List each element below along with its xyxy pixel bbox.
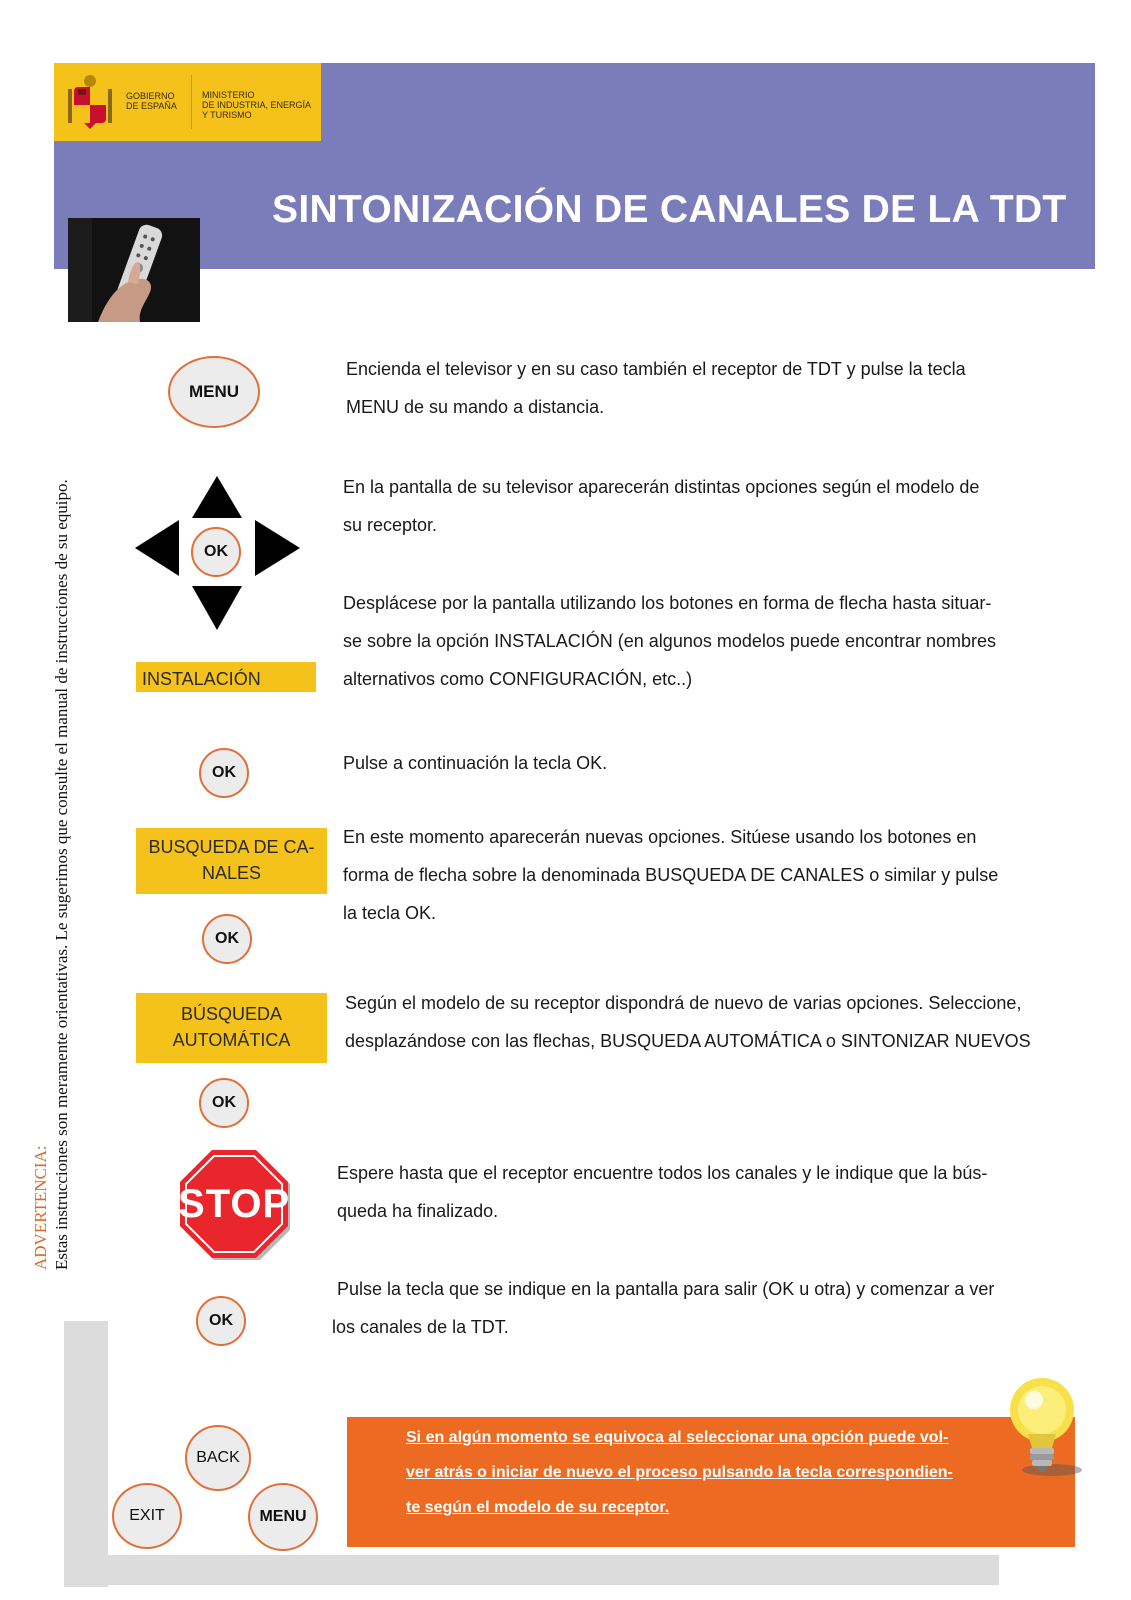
step6-line1: Según el modelo de su receptor dispondrá de nuevo de varias opciones. Seleccione, — [345, 993, 1022, 1013]
page-title: SINTONIZACIÓN DE CANALES DE LA TDT — [272, 188, 1067, 231]
exit-key: EXIT — [112, 1483, 182, 1549]
stop-label: STOP — [178, 1182, 291, 1226]
step5-line1: En este momento aparecerán nuevas opciones. Sitúese usando los botones en — [343, 827, 977, 847]
step3-line3: alternativos como CONFIGURACIÓN, etc..) — [343, 669, 693, 689]
step2-line2: su receptor. — [343, 515, 438, 535]
ok-key-step5: OK — [202, 914, 252, 964]
coat-of-arms-icon — [66, 73, 114, 131]
menu-key: MENU — [168, 356, 260, 428]
busqueda-canales-label — [136, 828, 327, 894]
ministry-line-3: Y TURISMO — [202, 110, 252, 120]
tip-line2: ver atrás o iniciar de nuevo el proceso pulsando la tecla correspondien- — [406, 1464, 953, 1481]
arrow-right-icon — [255, 520, 300, 576]
step5-line3: la tecla OK. — [343, 903, 437, 923]
step1-line2: MENU de su mando a distancia. — [346, 397, 605, 417]
busqueda-automatica-label — [136, 993, 327, 1063]
back-key: BACK — [185, 1425, 251, 1491]
menu-key-bottom: MENU — [248, 1483, 318, 1551]
government-logo-block — [54, 63, 321, 141]
vertical-warning — [30, 370, 90, 1270]
ok-key-step6: OK — [199, 1078, 249, 1128]
ok-key-pad: OK — [191, 527, 241, 577]
logo-divider — [191, 75, 192, 129]
remote-control-photo — [68, 218, 200, 322]
ok-key-step8: OK — [196, 1296, 246, 1346]
step3-line1: Desplácese por la pantalla utilizando los botones en forma de flecha hasta situar- — [343, 593, 992, 613]
step4-line1: Pulse a continuación la tecla OK. — [343, 753, 608, 773]
ministry-line-2: DE INDUSTRIA, ENERGÍA — [202, 100, 312, 110]
arrow-down-icon — [192, 586, 242, 630]
step1-line1: Encienda el televisor y en su caso también el receptor de TDT y pulse la tecla — [346, 359, 966, 379]
light-bulb — [1002, 1372, 1084, 1484]
tip-text — [406, 1420, 986, 1525]
tip-line3: te según el modelo de su receptor. — [406, 1499, 670, 1516]
light-bulb-icon — [1002, 1372, 1084, 1484]
arrow-up-icon — [192, 476, 242, 518]
step8-line1: Pulse la tecla que se indique en la pantalla para salir (OK u otra) y comenzar a ver — [337, 1279, 995, 1299]
ministry-line-1: MINISTERIO — [202, 90, 255, 100]
instalacion-label: INSTALACIÓN — [136, 662, 316, 692]
step6-line2: desplazándose con las flechas, BUSQUEDA AUTOMÁTICA o SINTONIZAR NUEVOS — [345, 1031, 1031, 1051]
busqueda-line1: BUSQUEDA DE CA- — [148, 837, 315, 857]
step2-line1: En la pantalla de su televisor aparecerán distintas opciones según el modelo de — [343, 477, 980, 497]
bottom-frame-horizontal — [64, 1555, 999, 1585]
busqueda-line2: NALES — [201, 863, 262, 883]
step7-line2: queda ha finalizado. — [337, 1201, 499, 1221]
step5-line2: forma de flecha sobre la denominada BUSQUEDA DE CANALES o similar y pulse — [343, 865, 999, 885]
tip-line1: Si en algún momento se equivoca al seleccionar una opción puede vol- — [406, 1429, 949, 1446]
hand-remote-icon — [68, 218, 200, 322]
warning-heading: ADVERTENCIA: — [31, 1145, 50, 1270]
step8-line2: los canales de la TDT. — [332, 1317, 509, 1337]
stop-sign — [178, 1148, 290, 1260]
ok-key-step4: OK — [199, 748, 249, 798]
automatica-line1: BÚSQUEDA — [180, 1004, 283, 1024]
warning-text: Estas instrucciones son meramente orientativas. Le sugerimos que consulte el manual de instrucciones de su equipo. — [52, 479, 71, 1270]
step3-line2: se sobre la opción INSTALACIÓN (en algunos modelos puede encontrar nombres — [343, 631, 997, 651]
arrow-left-icon — [135, 520, 179, 576]
gov-line-1: GOBIERNO — [126, 91, 175, 101]
step7-line1: Espere hasta que el receptor encuentre todos los canales y le indique que la bús- — [337, 1163, 988, 1183]
automatica-line2: AUTOMÁTICA — [172, 1030, 291, 1050]
bottom-frame-vertical — [64, 1321, 108, 1587]
gov-line-2: DE ESPAÑA — [126, 101, 177, 111]
